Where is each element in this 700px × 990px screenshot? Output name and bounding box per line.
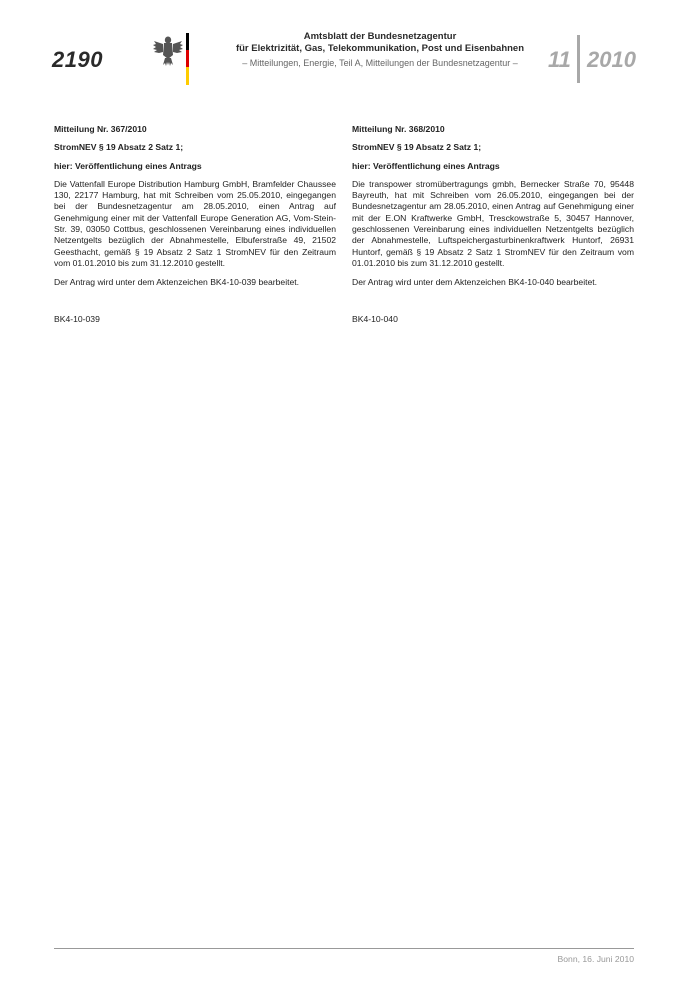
article-subheading: StromNEV § 19 Absatz 2 Satz 1;: [352, 142, 482, 153]
article-note: Der Antrag wird unter dem Aktenzeichen BK4-10-039 bearbeitet.: [54, 277, 300, 288]
issue-number: 11: [548, 47, 571, 72]
article-subject: hier: Veröffentlichung eines Antrags: [54, 160, 202, 171]
footer-divider: [54, 948, 634, 949]
article-subheading: StromNEV § 19 Absatz 2 Satz 1;: [54, 142, 184, 153]
issue-separator: [577, 35, 580, 83]
article-368: [352, 124, 634, 333]
article-367: [54, 124, 336, 333]
gazette-title: [200, 31, 560, 55]
gazette-title-line-1: Amtsblatt der Bundesnetzagentur: [303, 31, 457, 42]
article-body: Die Vattenfall Europe Distribution Hamburg GmbH, Bramfelder Chaussee 130, 22177 Hamburg, hat mit Schreiben vom 25.05.2010, eingegangen bei der Bundesnetzagentur am 28.05.2010, einen Antrag auf Genehmigung einer mit der Vattenfall Europe Generation AG, Vom-Stein-Str. 39, 03050 Cottbus, geschlossenen Vereinbarung eines individuellen Netzentgelts bezüglich der Abnahmestelle, Elbuferstraße 49, 21502 Geesthacht, gemäß § 19 Absatz 2 Satz 1 StromNEV für den Zeitraum vom 01.01.2010 bis zum 31.12.2010 gestellt.: [54, 178, 336, 268]
gazette-title-line-2: für Elektrizität, Gas, Telekommunikation, Post und Eisenbahnen: [235, 43, 525, 54]
page-number: 2190: [52, 47, 103, 72]
gazette-subtitle: – Mitteilungen, Energie, Teil A, Mitteilungen der Bundesnetzagentur –: [242, 58, 518, 68]
footer-place-date: Bonn, 16. Juni 2010: [557, 954, 634, 964]
article-reference: BK4-10-039: [54, 313, 100, 324]
article-body: Die transpower stromübertragungs gmbh, Bernecker Straße 70, 95448 Bayreuth, hat mit Schreiben vom 26.05.2010, eingegangen bei der Bundesnetzagentur am 28.05.2010, einen Antrag auf Genehmigung einer mit der E.ON Kraftwerke GmbH, Tresckowstraße 5, 30457 Hannover, geschlossenen Vereinbarung eines individuellen Netzentgelts bezüglich der Abnahmestelle, Luftspeichergasturbinenkraftwerk Huntorf, 26931 Huntorf, gemäß § 19 Absatz 2 Satz 1 StromNEV für den Zeitraum vom 01.01.2010 bis zum 31.12.2010 gestellt.: [352, 178, 634, 268]
federal-eagle-icon: [152, 33, 184, 67]
flag-bar: [186, 33, 189, 85]
article-subject: hier: Veröffentlichung eines Antrags: [352, 160, 500, 171]
article-heading: Mitteilung Nr. 368/2010: [352, 124, 445, 134]
article-reference: BK4-10-040: [352, 313, 398, 324]
article-note: Der Antrag wird unter dem Aktenzeichen BK4-10-040 bearbeitet.: [352, 277, 598, 288]
article-heading: Mitteilung Nr. 367/2010: [54, 124, 147, 134]
issue-year: 2010: [587, 47, 636, 72]
